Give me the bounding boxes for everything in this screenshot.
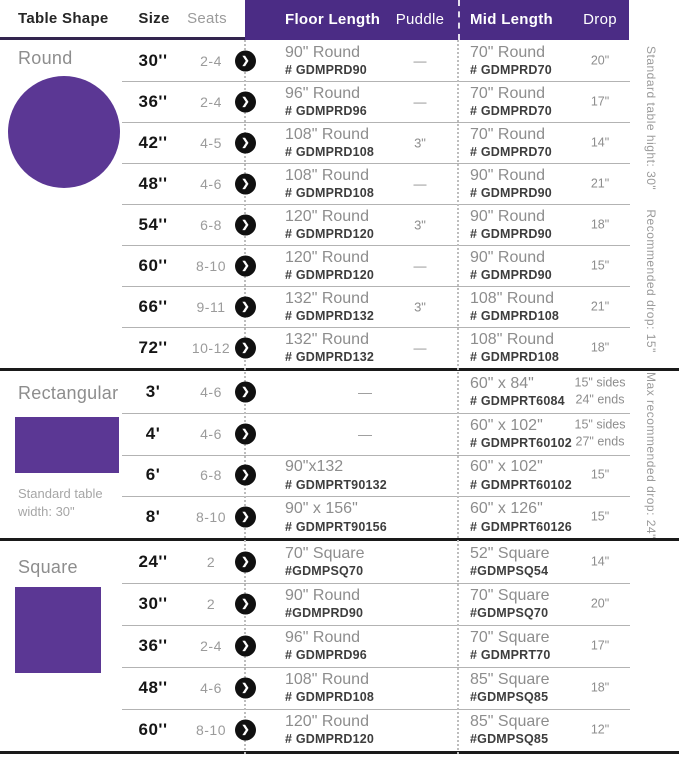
seats-cell: 2-4 bbox=[200, 52, 222, 69]
seats-cell: 8-10 bbox=[195, 722, 227, 738]
table-row bbox=[0, 245, 679, 286]
size-cell: 48'' bbox=[138, 678, 168, 697]
size-cell: 30'' bbox=[138, 50, 168, 70]
drop-line: 18" bbox=[590, 680, 610, 695]
drop-cell bbox=[560, 721, 640, 739]
table-row bbox=[0, 541, 679, 583]
seats-cell: 2 bbox=[206, 596, 216, 612]
product-size: 90" Round bbox=[470, 207, 546, 225]
product-number: # GDMPRD120 bbox=[285, 268, 375, 283]
drop-cell bbox=[560, 374, 640, 409]
product-number: # GDMPRT60102 bbox=[470, 477, 572, 492]
product-size: 120" Round bbox=[285, 207, 369, 225]
product-number: #GDMPSQ85 bbox=[470, 690, 549, 705]
product-number: # GDMPRD108 bbox=[285, 145, 375, 160]
drop-line: 17" bbox=[590, 638, 610, 653]
product-size: 120" Round bbox=[285, 248, 369, 266]
section-note: Standard table width: 30" bbox=[18, 486, 103, 519]
product-number: # GDMPRD90 bbox=[470, 268, 552, 283]
product-size: 70" Round bbox=[470, 43, 546, 61]
table-row bbox=[0, 286, 679, 327]
product-number: # GDMPRT90156 bbox=[285, 519, 387, 534]
drop-cell bbox=[560, 93, 640, 111]
size-cell: 8' bbox=[145, 507, 161, 527]
table-row bbox=[0, 709, 679, 751]
chart-header bbox=[0, 0, 679, 40]
seats-cell: 10-12 bbox=[191, 339, 231, 356]
drop-line: 15" bbox=[590, 257, 610, 272]
drop-cell bbox=[560, 257, 640, 275]
floor-length-cell bbox=[285, 587, 445, 621]
product-number: # GDMPRT60126 bbox=[470, 519, 572, 534]
drop-line: 21" bbox=[590, 298, 610, 313]
product-size: 70" Square bbox=[470, 587, 550, 605]
arrow-icon: ❯ bbox=[235, 465, 256, 486]
product-size: 70" Square bbox=[470, 629, 550, 647]
floor-length-cell bbox=[285, 458, 445, 492]
drop-cell bbox=[560, 679, 640, 697]
product-number: #GDMPRD90 bbox=[285, 606, 364, 621]
seats-cell: 4-6 bbox=[200, 680, 222, 696]
square-shape-swatch bbox=[15, 587, 101, 673]
floor-length-cell bbox=[285, 713, 445, 747]
seats-cell: 6-8 bbox=[200, 467, 222, 484]
size-cell: 6' bbox=[145, 465, 161, 485]
table-body bbox=[0, 40, 679, 754]
arrow-icon: ❯ bbox=[235, 337, 256, 358]
arrow-icon: ❯ bbox=[235, 132, 256, 153]
product-size: 108" Round bbox=[285, 166, 369, 184]
puddle-cell: — bbox=[413, 340, 427, 355]
drop-line: 24" ends bbox=[575, 392, 625, 407]
arrow-icon: ❯ bbox=[235, 636, 256, 657]
product-size: 60" x 102" bbox=[470, 416, 543, 434]
arrow-icon: ❯ bbox=[235, 594, 256, 615]
product-size: 108" Round bbox=[285, 125, 369, 143]
arrow-icon: ❯ bbox=[235, 507, 256, 528]
arrow-icon: ❯ bbox=[235, 214, 256, 235]
arrow-icon: ❯ bbox=[235, 423, 256, 444]
size-cell: 66'' bbox=[138, 296, 168, 316]
seats-cell: 2-4 bbox=[200, 638, 222, 654]
puddle-header: Puddle bbox=[395, 11, 445, 28]
drop-cell bbox=[560, 298, 640, 316]
product-size: 132" Round bbox=[285, 330, 369, 348]
drop-cell bbox=[560, 175, 640, 193]
product-size: 90" Round bbox=[470, 166, 546, 184]
product-number: # GDMPRD120 bbox=[285, 732, 375, 747]
section-round bbox=[0, 40, 679, 371]
table-row bbox=[0, 204, 679, 245]
section-rectangular bbox=[0, 371, 679, 541]
drop-line: 20" bbox=[590, 596, 610, 611]
product-number: # GDMPRD90 bbox=[470, 227, 552, 242]
seats-cell: 4-6 bbox=[200, 383, 222, 400]
product-number: # GDMPRD108 bbox=[285, 186, 375, 201]
drop-line: 21" bbox=[590, 175, 610, 190]
product-number: # GDMPRD70 bbox=[470, 104, 552, 119]
drop-cell bbox=[560, 637, 640, 655]
product-size: 132" Round bbox=[285, 289, 369, 307]
drop-cell bbox=[560, 595, 640, 613]
puddle-cell: — bbox=[413, 53, 427, 68]
product-size: 96" Round bbox=[285, 84, 361, 102]
floor-length-cell bbox=[285, 545, 445, 579]
product-size: 52" Square bbox=[470, 545, 550, 563]
product-size: 70" Square bbox=[285, 545, 365, 563]
seats-header: Seats bbox=[187, 10, 227, 27]
size-cell: 42'' bbox=[138, 132, 168, 152]
side-notes: Standard table hight: 30" Recommended drop: 15" Max recommended drop: 24" bbox=[644, 46, 658, 539]
floor-length-cell: — bbox=[358, 383, 372, 400]
arrow-icon: ❯ bbox=[235, 255, 256, 276]
product-size: 70" Round bbox=[470, 84, 546, 102]
product-number: # GDMPRD90 bbox=[285, 63, 367, 78]
product-number: #GDMPSQ70 bbox=[285, 564, 364, 579]
arrow-icon: ❯ bbox=[235, 678, 256, 699]
product-number: # GDMPRD96 bbox=[285, 104, 367, 119]
size-cell: 72'' bbox=[138, 337, 168, 357]
product-number: #GDMPSQ70 bbox=[470, 606, 549, 621]
table-row bbox=[0, 583, 679, 625]
mid-length-header: Mid Length bbox=[470, 11, 553, 28]
product-size: 90"x132 bbox=[285, 458, 344, 476]
product-number: # GDMPRT70 bbox=[470, 648, 551, 663]
product-number: # GDMPRD70 bbox=[470, 63, 552, 78]
product-number: # GDMPRD108 bbox=[470, 350, 560, 365]
product-number: #GDMPSQ85 bbox=[470, 732, 549, 747]
product-size: 85" Square bbox=[470, 713, 550, 731]
size-cell: 3' bbox=[145, 381, 161, 401]
drop-header: Drop bbox=[583, 11, 617, 28]
product-number: # GDMPRD132 bbox=[285, 350, 375, 365]
size-cell: 48'' bbox=[138, 173, 168, 193]
seats-cell: 4-5 bbox=[200, 134, 222, 151]
product-size: 90" Round bbox=[285, 587, 361, 605]
drop-line: 15" sides bbox=[574, 375, 626, 390]
section-label: Round bbox=[18, 48, 73, 68]
floor-length-header: Floor Length bbox=[285, 11, 381, 28]
product-size: 120" Round bbox=[285, 713, 369, 731]
section-square bbox=[0, 541, 679, 754]
drop-cell bbox=[560, 216, 640, 234]
section-label: Rectangular bbox=[18, 383, 119, 403]
product-number: # GDMPRT90132 bbox=[285, 477, 387, 492]
arrow-icon: ❯ bbox=[235, 552, 256, 573]
drop-cell bbox=[560, 467, 640, 485]
product-number: # GDMPRD90 bbox=[470, 186, 552, 201]
seats-cell: 4-6 bbox=[200, 175, 222, 192]
seats-cell: 4-6 bbox=[200, 425, 222, 442]
size-cell: 54'' bbox=[138, 214, 168, 234]
size-cell: 4' bbox=[145, 423, 161, 443]
drop-line: 18" bbox=[590, 216, 610, 231]
arrow-icon: ❯ bbox=[235, 381, 256, 402]
dotted-guide-line-right bbox=[457, 40, 459, 754]
seats-cell: 8-10 bbox=[195, 257, 227, 274]
drop-line: 20" bbox=[590, 52, 610, 67]
drop-line: 15" bbox=[590, 467, 610, 482]
seats-cell: 8-10 bbox=[195, 509, 227, 526]
size-cell: 60'' bbox=[138, 255, 168, 275]
arrow-icon: ❯ bbox=[235, 296, 256, 317]
table-row bbox=[0, 667, 679, 709]
size-cell: 36'' bbox=[138, 91, 168, 111]
product-number: # GDMPRD96 bbox=[285, 648, 367, 663]
product-number: #GDMPSQ54 bbox=[470, 564, 549, 579]
arrow-icon: ❯ bbox=[235, 720, 256, 741]
drop-cell bbox=[560, 553, 640, 571]
puddle-cell: 3" bbox=[414, 135, 426, 150]
drop-line: 15" bbox=[590, 509, 610, 524]
size-header: Size bbox=[138, 10, 170, 27]
arrow-icon: ❯ bbox=[235, 91, 256, 112]
product-size: 70" Round bbox=[470, 125, 546, 143]
product-number: # GDMPRD132 bbox=[285, 309, 375, 324]
floor-length-cell bbox=[285, 500, 445, 534]
product-number: # GDMPRT6084 bbox=[470, 394, 565, 409]
product-number: # GDMPRT60102 bbox=[470, 436, 572, 451]
arrow-icon: ❯ bbox=[235, 50, 256, 71]
product-size: 108" Round bbox=[470, 330, 554, 348]
product-number: # GDMPRD120 bbox=[285, 227, 375, 242]
seats-cell: 2-4 bbox=[200, 93, 222, 110]
arrow-icon: ❯ bbox=[235, 173, 256, 194]
size-cell: 24'' bbox=[138, 552, 168, 571]
drop-cell bbox=[560, 52, 640, 70]
product-size: 60" x 126" bbox=[470, 500, 543, 518]
drop-line: 14" bbox=[590, 134, 610, 149]
drop-cell bbox=[560, 508, 640, 526]
table-row bbox=[0, 327, 679, 368]
drop-cell bbox=[560, 416, 640, 451]
product-size: 85" Square bbox=[470, 671, 550, 689]
product-size: 90" x 156" bbox=[285, 500, 358, 518]
product-number: # GDMPRD70 bbox=[470, 145, 552, 160]
size-cell: 60'' bbox=[138, 720, 168, 739]
floor-length-cell bbox=[285, 629, 445, 663]
puddle-cell: — bbox=[413, 94, 427, 109]
seats-cell: 2 bbox=[206, 554, 216, 570]
puddle-cell: 3" bbox=[414, 217, 426, 232]
product-size: 108" Round bbox=[470, 289, 554, 307]
table-row bbox=[0, 625, 679, 667]
puddle-cell: — bbox=[413, 258, 427, 273]
puddle-cell: — bbox=[413, 176, 427, 191]
product-size: 60" x 84" bbox=[470, 374, 534, 392]
seats-cell: 9-11 bbox=[196, 298, 226, 315]
size-cell: 36'' bbox=[138, 636, 168, 655]
product-size: 108" Round bbox=[285, 671, 369, 689]
size-cell: 30'' bbox=[138, 594, 168, 613]
product-size: 90" Round bbox=[285, 43, 361, 61]
table-row bbox=[0, 40, 679, 81]
product-number: # GDMPRD108 bbox=[470, 309, 560, 324]
drop-line: 18" bbox=[590, 339, 610, 354]
puddle-cell: 3" bbox=[414, 299, 426, 314]
product-size: 60" x 102" bbox=[470, 458, 543, 476]
product-size: 90" Round bbox=[470, 248, 546, 266]
drop-line: 17" bbox=[590, 93, 610, 108]
drop-line: 12" bbox=[590, 722, 610, 737]
table-shape-header: Table Shape bbox=[18, 10, 109, 27]
circle-shape-swatch bbox=[8, 76, 120, 188]
rect-shape-swatch bbox=[15, 417, 119, 473]
drop-line: 27" ends bbox=[575, 434, 625, 449]
floor-length-cell bbox=[285, 671, 445, 705]
product-size: 96" Round bbox=[285, 629, 361, 647]
seats-cell: 6-8 bbox=[200, 216, 222, 233]
drop-line: 15" sides bbox=[574, 417, 626, 432]
floor-length-cell: — bbox=[358, 425, 372, 442]
section-label: Square bbox=[18, 557, 78, 577]
drop-cell bbox=[560, 134, 640, 152]
header-dashed-divider bbox=[458, 0, 460, 40]
drop-line: 14" bbox=[590, 554, 610, 569]
product-number: # GDMPRD108 bbox=[285, 690, 375, 705]
header-purple-bar bbox=[245, 0, 629, 40]
drop-cell bbox=[560, 339, 640, 357]
